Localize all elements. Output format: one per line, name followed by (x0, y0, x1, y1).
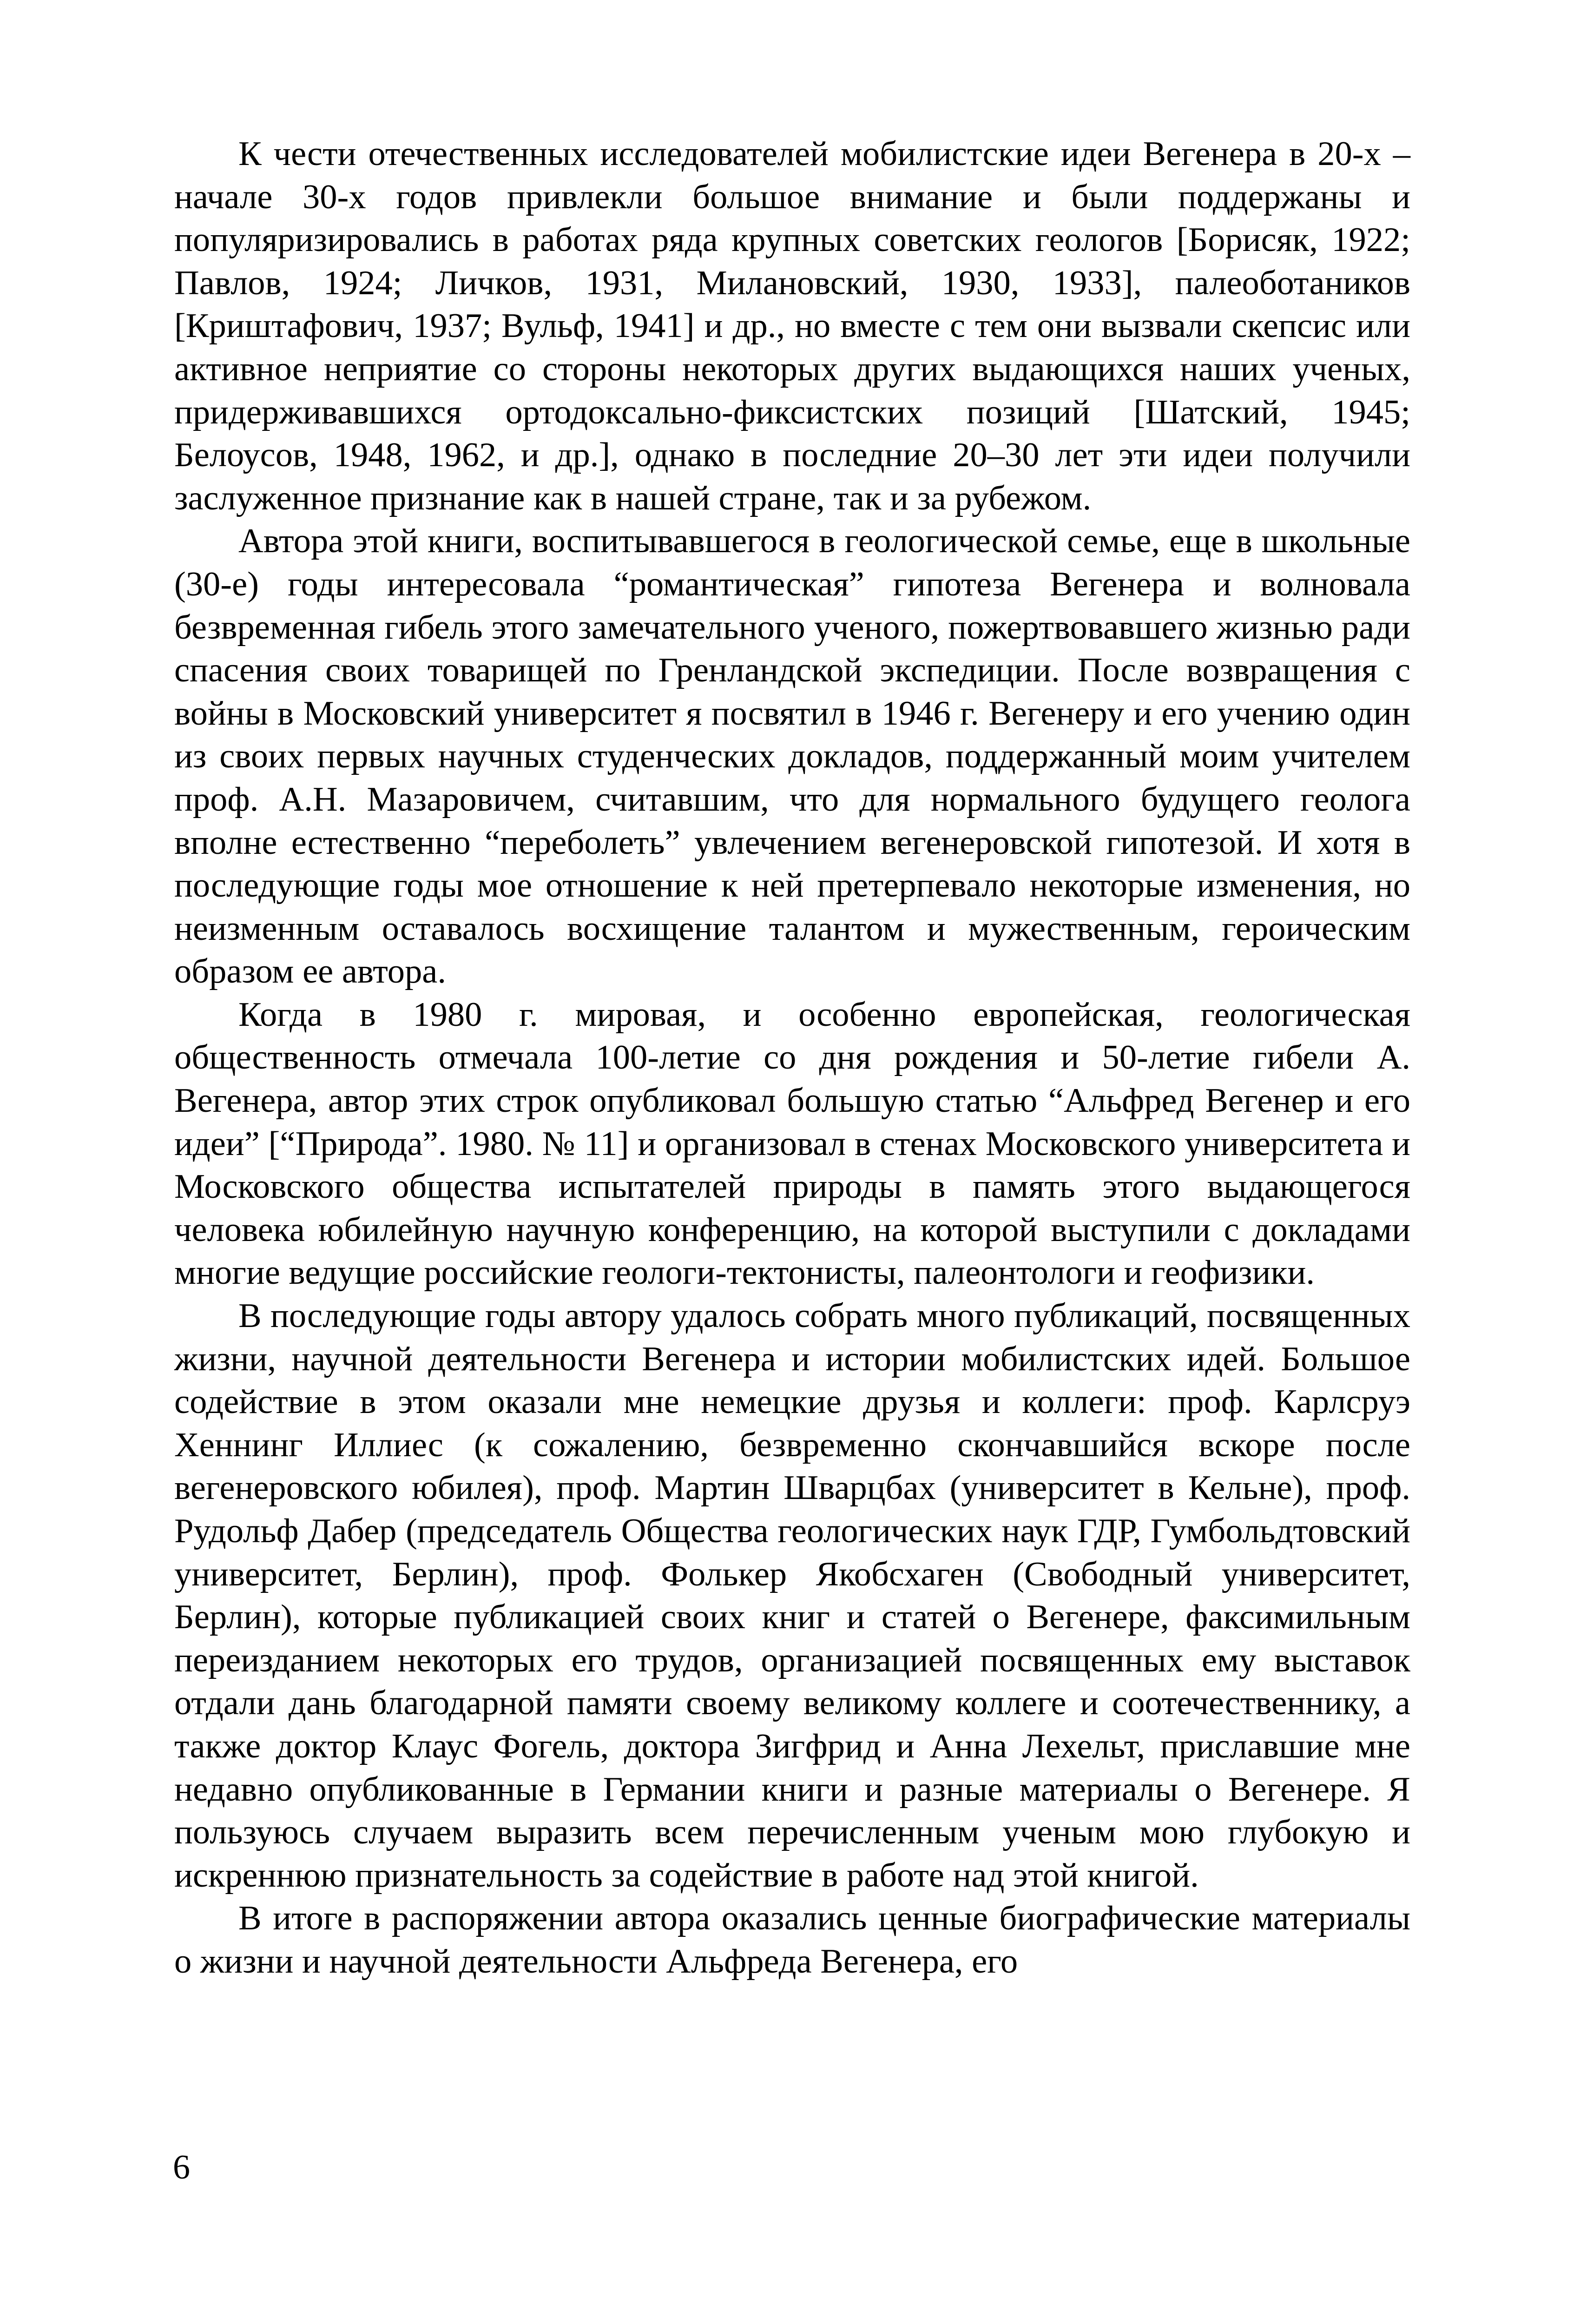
paragraph-4: В последующие годы автору удалось собрать много публикаций, посвященных жизни, научной деятельности Вегенера и истории мобилистских идей. Большое содействие в этом оказали мне немецкие друзья и коллеги: проф. Карлсруэ Хеннинг Иллиес (к сожалению, безвременно скончавшийся вскоре после вегенеровского юбилея), проф. Мартин Шварцбах (университет в Кельне), проф. Рудольф Дабер (председатель Общества геологических наук ГДР, Гумбольдтовский университет, Берлин), проф. Фолькер Якобсхаген (Свободный университет, Берлин), которые публикацией своих книг и статей о Вегенере, факсимильным переизданием некоторых его трудов, организацией посвященных ему выставок отдали дань благодарной памяти своему великому коллеге и соотечественнику, а также доктор Клаус Фогель, доктора Зигфрид и Анна Лехельт, приславшие мне недавно опубликованные в Германии книги и разные материалы о Вегенере. Я пользуюсь случаем выразить всем перечисленным ученым мою глубокую и искреннюю признательность за содействие в работе над этой книгой. (174, 1297, 1410, 1895)
page-number: 6 (173, 2148, 190, 2186)
paragraph-1: К чести отечественных исследователей мобилистские идеи Вегенера в 20-х – начале 30-х годов привлекли большое внимание и были поддержаны и популяризировались в работах ряда крупных советских геологов [Борисяк, 1922; Павлов, 1924; Личков, 1931, Милановский, 1930, 1933], палеоботаников [Криштафович, 1937; Вульф, 1941] и др., но вместе с тем они вызвали скепсис или активное неприятие со стороны некоторых других выдающихся наших ученых, придерживавшихся ортодоксально-фиксистских позиций [Шатский, 1945; Белоусов, 1948, 1962, и др.], однако в последние 20–30 лет эти идеи получили заслуженное признание как в нашей стране, так и за рубежом. (174, 135, 1410, 517)
paragraph-2: Автора этой книги, воспитывавшегося в геологической семье, еще в школьные (30-е) годы интересовала “романтическая” гипотеза Вегенера и волновала безвременная гибель этого замечательного ученого, пожертвовавшего жизнью ради спасения своих товарищей по Гренландской экспедиции. После возвращения с войны в Московский университет я посвятил в 1946 г. Вегенеру и его учению один из своих первых научных студенческих докладов, поддержанный моим учителем проф. А.Н. Мазаровичем, считавшим, что для нормального будущего геолога вполне естественно “переболеть” увлечением вегенеровской гипотезой. И хотя в последующие годы мое отношение к ней претерпевало некоторые изменения, но неизменным оставалось восхищение талантом и мужественным, героическим образом ее автора. (174, 522, 1410, 991)
paragraph-5: В итоге в распоряжении автора оказались ценные биографические материалы о жизни и научной деятельности Альфреда Вегенера, его (174, 1899, 1410, 1981)
paragraph-3: Когда в 1980 г. мировая, и особенно европейская, геологическая общественность отмечала 100-летие со дня рождения и 50-летие гибели А. Вегенера, автор этих строк опубликовал большую статью “Альфред Вегенер и его идеи” [“Природа”. 1980. № 11] и организовал в стенах Московского университета и Московского общества испытателей природы в память этого выдающегося человека юбилейную научную конференцию, на которой выступили с докладами многие ведущие российские геологи-тектонисты, палеонтологи и геофизики. (174, 995, 1410, 1292)
body-text (174, 132, 1410, 1983)
